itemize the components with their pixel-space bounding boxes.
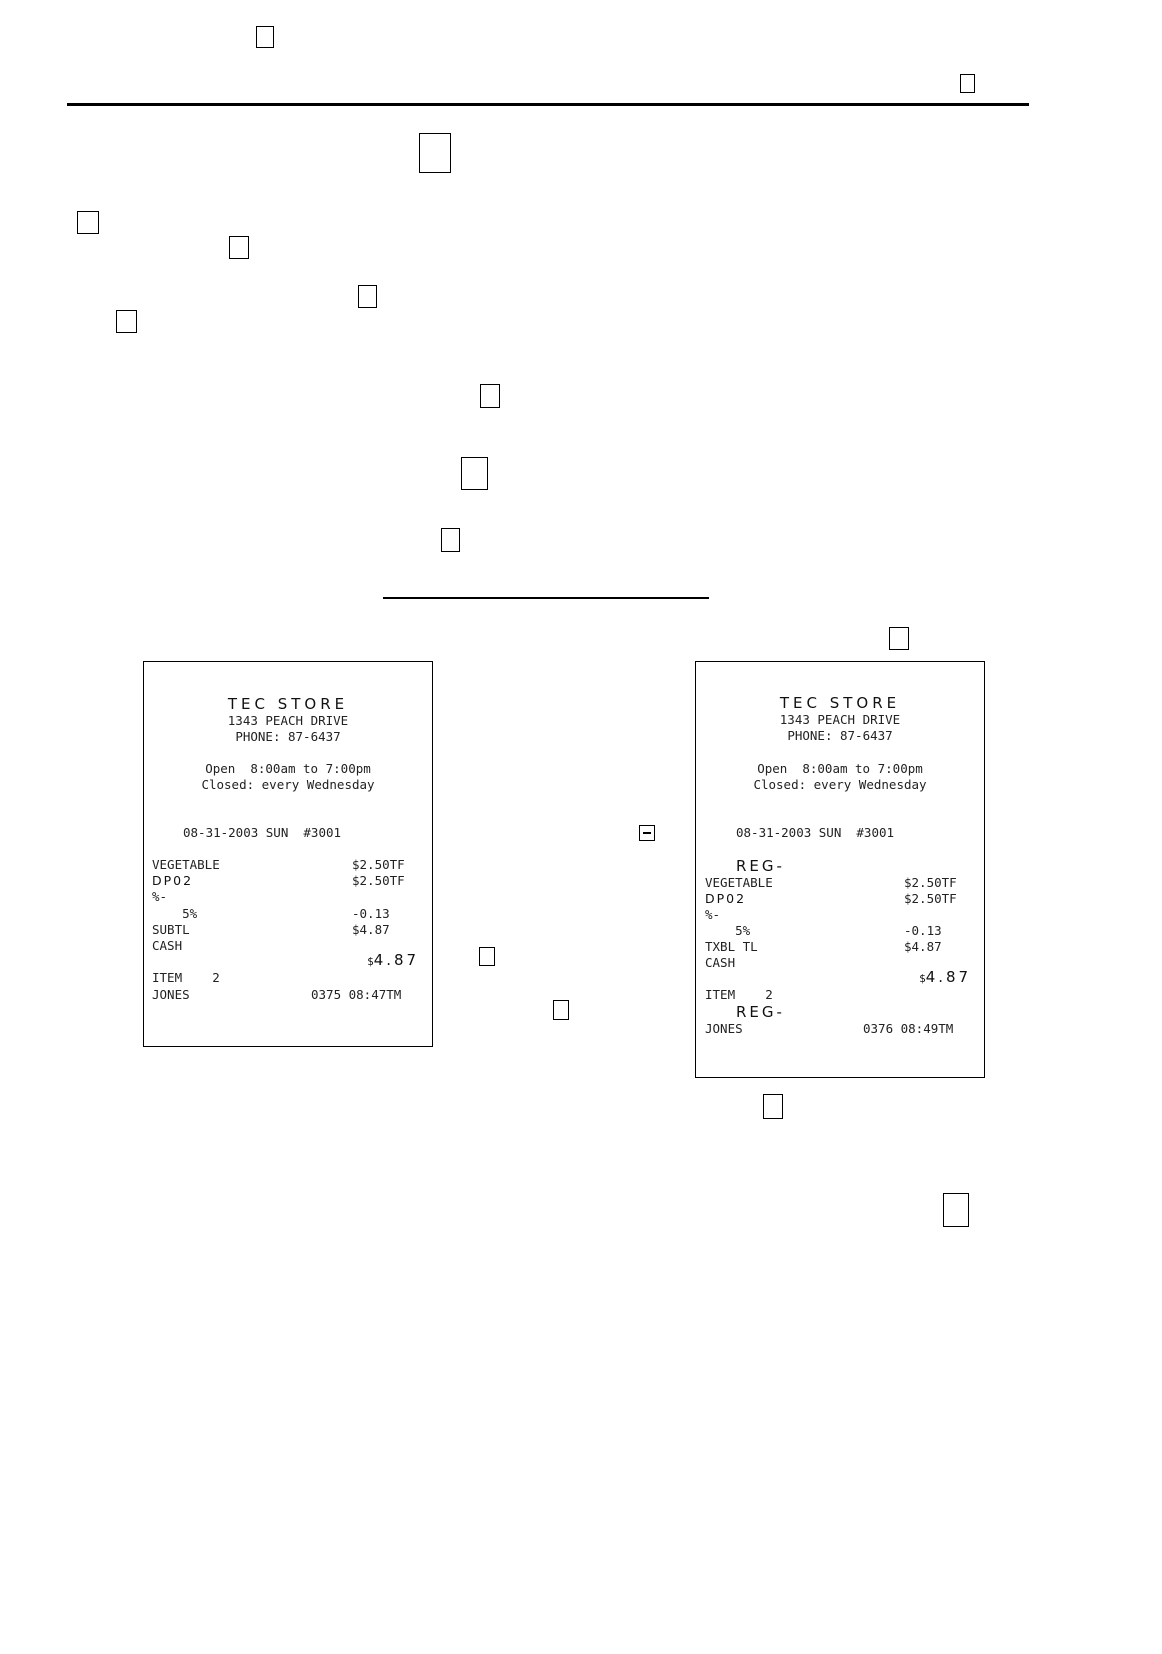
- row-label: VEGETABLE: [705, 875, 773, 890]
- missing-glyph-box: [889, 627, 909, 650]
- missing-glyph-box: [77, 211, 99, 234]
- row-label: %-: [705, 907, 721, 922]
- row-amount: -0.13: [904, 923, 942, 938]
- store-hours: Open 8:00am to 7:00pm: [757, 761, 923, 776]
- store-closed-day: Closed: every Wednesday: [201, 777, 375, 792]
- item-count: ITEM 2: [705, 987, 773, 1002]
- receipt-sample-left: [143, 661, 433, 1047]
- receipt-sample-right: [695, 661, 985, 1078]
- row-amount: $2.50TF: [352, 857, 405, 872]
- cash-label: CASH: [152, 938, 183, 953]
- section-underline: [383, 597, 709, 599]
- cash-amount: [336, 936, 419, 986]
- missing-glyph-box: [480, 384, 500, 408]
- store-address: 1343 PEACH DRIVE: [227, 713, 349, 728]
- minus-icon: [643, 832, 651, 834]
- row-label: SUBTL: [152, 922, 190, 937]
- missing-glyph-box: [943, 1193, 969, 1227]
- missing-glyph-box: [479, 947, 495, 966]
- date-line: 08-31-2003 SUN #3001: [736, 825, 895, 840]
- missing-glyph-box: [256, 26, 274, 48]
- reg-minus-mode: REG-: [736, 857, 785, 875]
- row-label: TXBL TL: [705, 939, 758, 954]
- row-label: DP02: [705, 891, 747, 906]
- missing-glyph-box: [441, 528, 460, 552]
- consecutive-time: 0376 08:49TM: [863, 1021, 954, 1036]
- row-amount: $2.50TF: [904, 891, 957, 906]
- missing-glyph-box: [358, 285, 377, 308]
- store-hours: Open 8:00am to 7:00pm: [205, 761, 371, 776]
- currency-symbol: $: [919, 972, 926, 985]
- missing-glyph-box: [763, 1094, 783, 1119]
- store-phone: PHONE: 87-6437: [787, 728, 893, 743]
- clerk-name: JONES: [152, 987, 190, 1002]
- row-amount: -0.13: [352, 906, 390, 921]
- row-amount: $2.50TF: [904, 875, 957, 890]
- row-label: %-: [152, 889, 168, 904]
- missing-glyph-box: [229, 236, 249, 259]
- row-label: 5%: [152, 906, 198, 921]
- minus-key-box: [639, 825, 655, 841]
- missing-glyph-box: [960, 74, 975, 93]
- row-amount: $4.87: [904, 939, 942, 954]
- date-line: 08-31-2003 SUN #3001: [183, 825, 342, 840]
- store-closed-day: Closed: every Wednesday: [753, 777, 927, 792]
- item-count: ITEM 2: [152, 970, 220, 985]
- reg-minus-mode: REG-: [736, 1003, 785, 1021]
- missing-glyph-box: [461, 457, 488, 490]
- missing-glyph-box: [116, 310, 137, 333]
- row-amount: $2.50TF: [352, 873, 405, 888]
- store-name: TEC STORE: [227, 695, 349, 713]
- row-label: VEGETABLE: [152, 857, 220, 872]
- row-amount: $4.87: [352, 922, 390, 937]
- cash-value: 4.87: [925, 968, 972, 986]
- cash-label: CASH: [705, 955, 736, 970]
- store-address: 1343 PEACH DRIVE: [779, 712, 901, 727]
- consecutive-time: 0375 08:47TM: [311, 987, 402, 1002]
- row-label: 5%: [705, 923, 751, 938]
- store-phone: PHONE: 87-6437: [235, 729, 341, 744]
- cash-amount: [888, 953, 971, 1003]
- missing-glyph-box: [553, 1000, 569, 1020]
- header-rule: [67, 103, 1029, 106]
- missing-glyph-box: [419, 133, 451, 173]
- store-name: TEC STORE: [779, 694, 901, 712]
- currency-symbol: $: [367, 955, 374, 968]
- row-label: DP02: [152, 873, 194, 888]
- clerk-name: JONES: [705, 1021, 743, 1036]
- cash-value: 4.87: [373, 951, 420, 969]
